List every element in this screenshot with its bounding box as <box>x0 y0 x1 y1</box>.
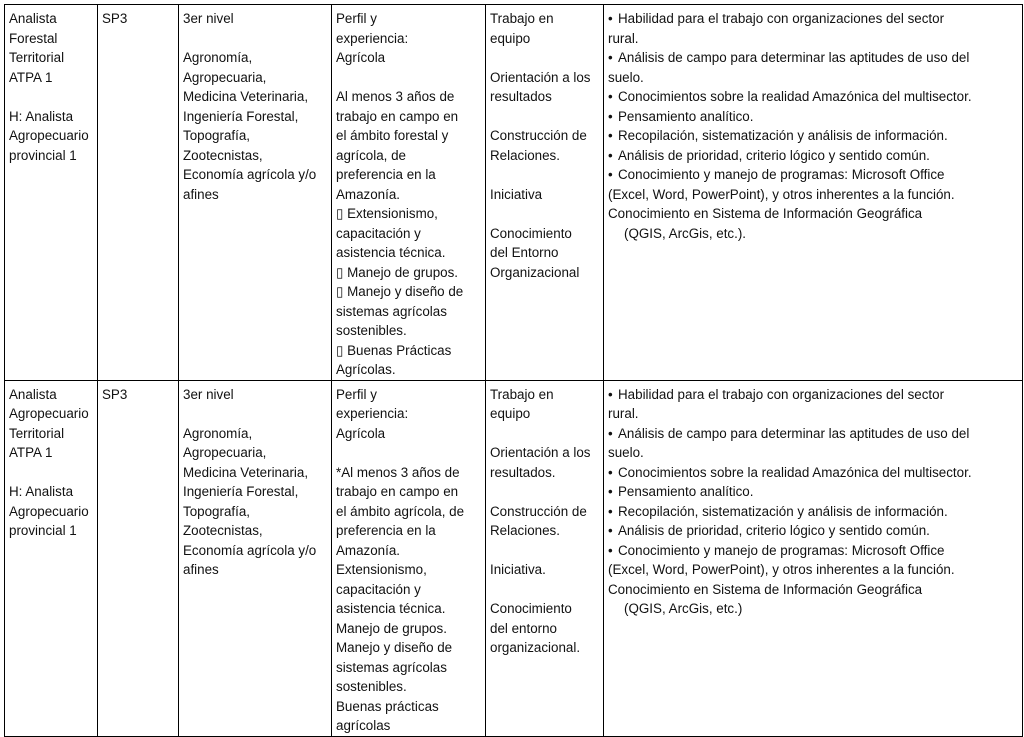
bullet-icon: • <box>608 89 613 104</box>
table-row <box>5 380 1023 736</box>
experience-line: Amazonía. <box>336 542 401 558</box>
experience-line: Amazonía. <box>336 186 401 202</box>
competency-line: del Entorno <box>490 245 559 260</box>
bullet-icon: • <box>608 50 613 65</box>
knowledge-text: Pensamiento analítico. <box>618 484 754 499</box>
paragraph-gap <box>490 580 600 600</box>
competency-line: resultados. <box>490 464 556 480</box>
profile-heading-line: experiencia: <box>336 30 409 46</box>
position-title-line: Analista <box>9 386 57 402</box>
paragraph-gap <box>336 443 482 463</box>
experience-line: Buenas prácticas <box>336 698 439 714</box>
knowledge-list <box>608 9 1019 204</box>
education-field-line: Medicina Veterinaria, <box>183 464 309 480</box>
position-title-line: Territorial <box>9 50 65 65</box>
knowledge-item <box>608 463 1019 483</box>
knowledge-line <box>608 107 1019 127</box>
paragraph-gap <box>490 482 600 502</box>
knowledge-text: suelo. <box>608 69 644 85</box>
profile-heading-line: Perfil y <box>336 386 377 402</box>
cell-grade <box>98 5 179 381</box>
knowledge-item <box>608 126 1019 146</box>
education-field-line: Medicina Veterinaria, <box>183 89 309 104</box>
paragraph-gap <box>9 87 94 107</box>
competency-line: Construcción de <box>490 503 587 519</box>
knowledge-line <box>608 146 1019 166</box>
knowledge-line <box>608 185 1019 205</box>
knowledge-line <box>608 126 1019 146</box>
experience-line: el ámbito agrícola, de <box>336 503 465 519</box>
competency-line: Orientación a los <box>490 445 591 460</box>
knowledge-text: Recopilación, sistematización y análisis de información. <box>618 503 948 519</box>
bullet-icon: • <box>608 128 613 143</box>
hierarchy-line: Agropecuario <box>9 128 89 143</box>
experience-line: asistencia técnica. <box>336 601 446 616</box>
position-title-line: Agropecuario <box>9 406 89 421</box>
profile-heading-line: Agrícola <box>336 425 386 441</box>
gis-knowledge-line: (QGIS, ArcGis, etc.) <box>624 601 743 616</box>
paragraph-gap <box>183 404 328 424</box>
bullet-icon: • <box>608 464 613 480</box>
competency-line: Relaciones. <box>490 523 560 538</box>
cell-competencies <box>486 380 604 736</box>
knowledge-item <box>608 9 1019 48</box>
experience-line: sistemas agrícolas <box>336 659 447 675</box>
paragraph-gap <box>490 165 600 185</box>
knowledge-item <box>608 424 1019 463</box>
knowledge-line <box>608 9 1019 29</box>
experience-line: el ámbito forestal y <box>336 128 449 143</box>
competency-line: Conocimiento <box>490 601 572 616</box>
knowledge-text: suelo. <box>608 445 644 460</box>
competency-line: Iniciativa. <box>490 562 546 577</box>
requirements-table <box>4 4 1023 737</box>
cell-education <box>179 5 332 381</box>
knowledge-item <box>608 87 1019 107</box>
knowledge-text: rural. <box>608 30 639 46</box>
education-field-line: Ingeniería Forestal, <box>183 484 299 499</box>
position-title-line: ATPA 1 <box>9 445 53 460</box>
experience-line: Extensionismo, <box>336 562 427 577</box>
gis-knowledge-line: Conocimiento en Sistema de Información Geográfica <box>608 206 923 221</box>
position-title-line: ATPA 1 <box>9 69 53 85</box>
hierarchy-line: H: Analista <box>9 484 74 499</box>
paragraph-gap <box>9 463 94 483</box>
paragraph-gap <box>490 204 600 224</box>
cell-knowledge <box>604 5 1023 381</box>
profile-heading-line: Perfil y <box>336 11 377 26</box>
knowledge-text: Habilidad para el trabajo con organizaciones del sector <box>618 11 945 26</box>
bullet-icon: • <box>608 425 613 441</box>
competency-line: equipo <box>490 406 531 421</box>
education-field-line: afines <box>183 186 219 202</box>
knowledge-text: Recopilación, sistematización y análisis de información. <box>618 128 948 143</box>
knowledge-line <box>608 404 1019 424</box>
education-field-line: Agropecuaria, <box>183 445 267 460</box>
knowledge-line <box>608 463 1019 483</box>
knowledge-text: Conocimiento y manejo de programas: Microsoft Office <box>618 542 945 558</box>
knowledge-line <box>608 443 1019 463</box>
experience-line: preferencia en la <box>336 167 436 182</box>
competency-line: resultados <box>490 89 552 104</box>
paragraph-gap <box>490 541 600 561</box>
knowledge-text: (Excel, Word, PowerPoint), y otros inherentes a la función. <box>608 186 955 202</box>
table-row <box>5 5 1023 381</box>
bullet-icon: • <box>608 11 613 26</box>
competency-line: Orientación a los <box>490 69 591 85</box>
knowledge-text: Conocimientos sobre la realidad Amazónica del multisector. <box>618 89 972 104</box>
knowledge-text: Pensamiento analítico. <box>618 108 754 124</box>
competency-line: Conocimiento <box>490 225 572 241</box>
competency-line: Trabajo en <box>490 386 554 402</box>
position-title-line: Analista <box>9 11 57 26</box>
experience-line: sostenibles. <box>336 679 407 694</box>
gis-knowledge-line: (QGIS, ArcGis, etc.). <box>624 225 747 241</box>
cell-knowledge <box>604 380 1023 736</box>
cell-experience <box>332 5 486 381</box>
bullet-icon: • <box>608 523 613 538</box>
hierarchy-line: provincial 1 <box>9 147 77 163</box>
experience-line: trabajo en campo en <box>336 484 459 499</box>
education-field-line: Agronomía, <box>183 425 253 441</box>
hierarchy-line: provincial 1 <box>9 523 77 538</box>
experience-line: Manejo de grupos. <box>336 620 447 636</box>
cell-experience <box>332 380 486 736</box>
table-body <box>5 5 1023 737</box>
knowledge-line <box>608 560 1019 580</box>
experience-line: Agrícolas. <box>336 362 396 377</box>
bullet-icon: • <box>608 147 613 163</box>
education-field-line: Agronomía, <box>183 50 253 65</box>
knowledge-item <box>608 541 1019 580</box>
knowledge-line <box>608 68 1019 88</box>
position-title-line: Forestal <box>9 30 58 46</box>
experience-line: Manejo y diseño de <box>336 640 453 655</box>
hierarchy-line: H: Analista <box>9 108 74 124</box>
knowledge-item <box>608 107 1019 127</box>
knowledge-item <box>608 521 1019 541</box>
hierarchy-line: Agropecuario <box>9 503 89 519</box>
knowledge-line <box>608 385 1019 405</box>
education-field-line: Zootecnistas, <box>183 147 263 163</box>
profile-heading-line: experiencia: <box>336 406 409 421</box>
experience-line: Al menos 3 años de <box>336 89 455 104</box>
education-field-line: Economía agrícola y/o <box>183 542 317 558</box>
experience-line: sistemas agrícolas <box>336 303 447 319</box>
experience-line: *Al menos 3 años de <box>336 464 460 480</box>
education-field-line: afines <box>183 562 219 577</box>
bullet-icon: • <box>608 503 613 519</box>
education-field-line: Topografía, <box>183 503 250 519</box>
experience-line: trabajo en campo en <box>336 108 459 124</box>
education-field-line: Agropecuaria, <box>183 69 267 85</box>
knowledge-line <box>608 521 1019 541</box>
knowledge-line <box>608 29 1019 49</box>
knowledge-item <box>608 165 1019 204</box>
bullet-icon: • <box>608 386 613 402</box>
knowledge-line <box>608 541 1019 561</box>
bullet-icon: • <box>608 484 613 499</box>
bullet-icon: • <box>608 542 613 558</box>
knowledge-text: rural. <box>608 406 639 421</box>
education-level: 3er nivel <box>183 11 234 26</box>
education-level: 3er nivel <box>183 386 234 402</box>
experience-line: ▯ Manejo y diseño de <box>336 284 464 299</box>
grade-label: SP3 <box>102 11 128 26</box>
experience-line: asistencia técnica. <box>336 245 446 260</box>
competency-line: Trabajo en <box>490 11 554 26</box>
experience-line: preferencia en la <box>336 523 436 538</box>
knowledge-item <box>608 502 1019 522</box>
knowledge-item <box>608 385 1019 424</box>
experience-line: ▯ Extensionismo, <box>336 206 438 221</box>
paragraph-gap <box>490 48 600 68</box>
knowledge-item <box>608 482 1019 502</box>
knowledge-item <box>608 48 1019 87</box>
education-field-line: Zootecnistas, <box>183 523 263 538</box>
competency-line: organizacional. <box>490 640 581 655</box>
experience-line: capacitación y <box>336 581 421 597</box>
education-field-line: Ingeniería Forestal, <box>183 108 299 124</box>
experience-line: agrícolas <box>336 718 391 733</box>
bullet-icon: • <box>608 108 613 124</box>
experience-line: ▯ Manejo de grupos. <box>336 264 459 280</box>
gis-knowledge-line: Conocimiento en Sistema de Información Geográfica <box>608 581 923 597</box>
knowledge-text: Análisis de campo para determinar las aptitudes de uso del <box>618 50 970 65</box>
knowledge-text: Análisis de campo para determinar las aptitudes de uso del <box>618 425 970 441</box>
knowledge-text: Conocimientos sobre la realidad Amazónica del multisector. <box>618 464 972 480</box>
profile-heading-line: Agrícola <box>336 50 386 65</box>
knowledge-line <box>608 48 1019 68</box>
education-field-line: Topografía, <box>183 128 250 143</box>
knowledge-line <box>608 87 1019 107</box>
knowledge-text: Habilidad para el trabajo con organizaciones del sector <box>618 386 945 402</box>
competency-line: equipo <box>490 30 531 46</box>
cell-position <box>5 380 98 736</box>
knowledge-text: Conocimiento y manejo de programas: Microsoft Office <box>618 167 945 182</box>
position-title-line: Territorial <box>9 425 65 441</box>
experience-line: capacitación y <box>336 225 421 241</box>
experience-line: agrícola, de <box>336 147 406 163</box>
paragraph-gap <box>490 107 600 127</box>
grade-label: SP3 <box>102 386 128 402</box>
knowledge-line <box>608 502 1019 522</box>
knowledge-line <box>608 165 1019 185</box>
knowledge-text: (Excel, Word, PowerPoint), y otros inherentes a la función. <box>608 562 955 577</box>
knowledge-item <box>608 146 1019 166</box>
competency-line: Organizacional <box>490 264 580 280</box>
cell-grade <box>98 380 179 736</box>
competency-line: Relaciones. <box>490 147 560 163</box>
experience-line: sostenibles. <box>336 323 407 338</box>
paragraph-gap <box>490 424 600 444</box>
knowledge-line <box>608 482 1019 502</box>
cell-education <box>179 380 332 736</box>
paragraph-gap <box>183 29 328 49</box>
bullet-icon: • <box>608 167 613 182</box>
experience-line: ▯ Buenas Prácticas <box>336 342 452 358</box>
cell-competencies <box>486 5 604 381</box>
knowledge-list <box>608 385 1019 580</box>
paragraph-gap <box>336 68 482 88</box>
competency-line: del entorno <box>490 620 558 636</box>
competency-line: Iniciativa <box>490 186 543 202</box>
cell-position <box>5 5 98 381</box>
knowledge-text: Análisis de prioridad, criterio lógico y sentido común. <box>618 147 930 163</box>
education-field-line: Economía agrícola y/o <box>183 167 317 182</box>
knowledge-text: Análisis de prioridad, criterio lógico y sentido común. <box>618 523 930 538</box>
knowledge-line <box>608 424 1019 444</box>
competency-line: Construcción de <box>490 128 587 143</box>
